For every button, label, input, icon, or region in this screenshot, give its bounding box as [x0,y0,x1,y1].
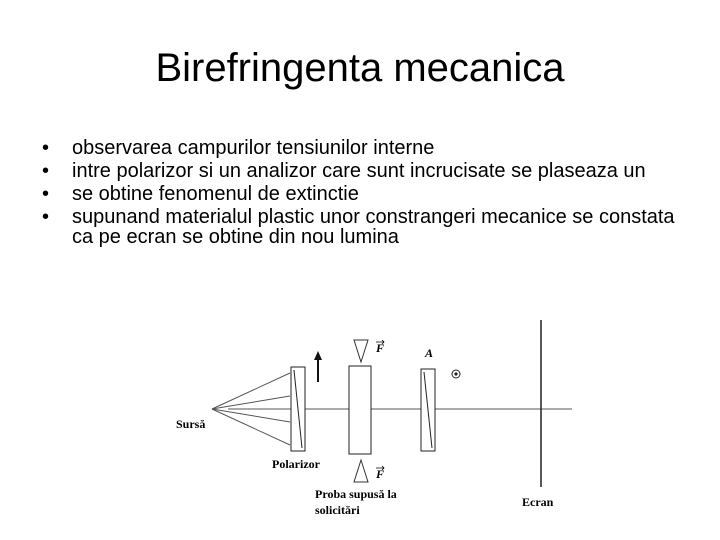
bullet-marker: • [42,137,50,159]
force-arrow-top [354,340,368,362]
bullet-text: supunand materialul plastic unor constrangeri mecanice se constata ca pe ecran se obtine din nou lumina [72,206,675,248]
label-screen: Ecran [522,495,554,509]
force-arrow-bottom [354,460,368,482]
analyzer-plate [421,369,435,451]
polarization-arrow [314,351,322,382]
slide-title: Birefringenta mecanica [155,46,565,90]
label-analyzer: A [425,346,434,360]
label-source: Sursă [176,417,206,431]
photoelasticity-diagram [170,310,590,525]
analyzer-direction-icon [452,370,460,378]
bullet-text: intre polarizor si un analizor care sunt incrucisate se plaseaza un [72,160,646,182]
polarizer-plate [291,367,305,451]
bullet-text: se obtine fenomenul de extinctie [72,183,359,205]
stressed-sample [349,366,371,454]
bullet-item [42,161,682,181]
label-sample-line2: solicitări [315,503,360,517]
label-sample-line1: Proba supusă la [315,487,397,501]
label-force-bottom: F [376,467,385,481]
bullet-marker: • [42,160,50,182]
bullet-text: observarea campurilor tensiunilor interne [72,137,435,159]
label-polarizer: Polarizor [272,457,320,471]
bullet-item [42,184,682,204]
bullet-item [42,207,682,247]
bullet-marker: • [42,183,50,205]
label-force-top: F [376,341,385,355]
bullet-item [42,138,682,158]
bullet-marker: • [42,206,50,228]
bullet-list [42,138,682,250]
